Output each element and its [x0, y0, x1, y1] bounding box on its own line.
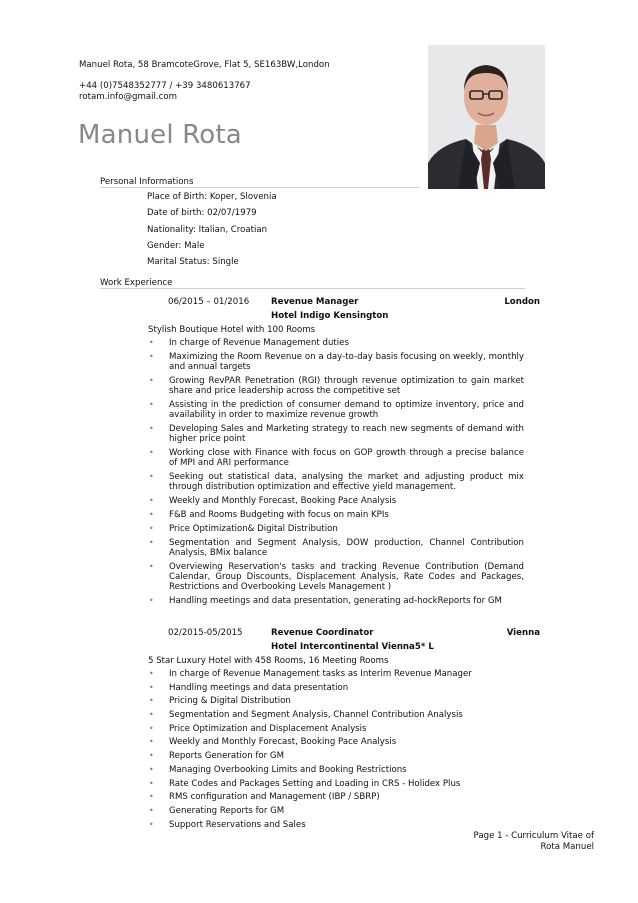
bullet-icon: •: [149, 737, 154, 747]
job-city: Vienna: [506, 628, 540, 638]
job-header: [168, 297, 540, 309]
bullet-icon: •: [149, 472, 154, 481]
list-item: • Generating Reports for GM: [149, 805, 285, 816]
address-line: Manuel Rota, 58 BramcoteGrove, Flat 5, SE163BW,London: [79, 60, 330, 70]
bullet-icon: •: [149, 682, 154, 692]
list-item: • Working close with Finance with focus on GOP growth through a precise balance of MPI and ARI performance: [149, 448, 524, 468]
list-item: • Overviewing Reservation's tasks and tracking Revenue Contribution (Demand Calendar, Group Discounts, Displacement Analysis, Rate Codes and Packages, Restrictions and Overbooking Levels Management ): [149, 562, 524, 592]
bullet-icon: •: [149, 696, 154, 706]
job-title: Revenue Coordinator: [271, 628, 374, 638]
list-item: • Handling meetings and data presentation, generating ad-hockReports for GM: [149, 596, 502, 606]
list-item: • Seeking out statistical data, analysing the market and adjusting product mix through distribution optimization and effective yield management.: [149, 472, 524, 492]
list-item: • Reports Generation for GM: [149, 751, 284, 762]
profile-photo: [428, 45, 545, 189]
job-dates: 06/2015 – 01/2016: [168, 297, 250, 307]
list-item: • Developing Sales and Marketing strategy to reach new segments of demand with higher price point: [149, 424, 524, 444]
bullet-icon: •: [149, 510, 154, 519]
list-item: • Assisting in the prediction of consumer demand to optimize inventory, price and availability in order to maximize revenue growth: [149, 400, 524, 420]
bullet-icon: •: [149, 352, 154, 361]
personal-info-heading: Personal Informations: [100, 177, 194, 187]
bullet-icon: •: [149, 424, 154, 433]
bullet-icon: •: [149, 723, 154, 733]
list-item: • Price Optimization and Displacement Analysis: [149, 723, 367, 734]
bullet-icon: •: [149, 669, 154, 678]
list-item: • Support Reservations and Sales: [149, 819, 306, 830]
bullet-icon: •: [149, 538, 154, 547]
bullet-icon: •: [149, 819, 154, 829]
list-item: • Growing RevPAR Penetration (RGI) through revenue optimization to gain market share and price leadership across the competitive set: [149, 376, 524, 396]
job-description: Stylish Boutique Hotel with 100 Rooms: [148, 325, 316, 335]
job-description: 5 Star Luxury Hotel with 458 Rooms, 16 Meeting Rooms: [148, 656, 389, 666]
gender-item: Gender: Male: [147, 240, 205, 251]
bullet-icon: •: [149, 778, 154, 788]
list-item: • In charge of Revenue Management duties: [149, 338, 349, 348]
job-dates: 02/2015-05/2015: [168, 628, 243, 638]
personal-info-list: [147, 192, 277, 273]
list-item: • Weekly and Monthly Forecast, Booking Pace Analysis: [149, 737, 397, 748]
list-item: • In charge of Revenue Management tasks as Interim Revenue Manager: [149, 669, 472, 679]
list-item: • Pricing & Digital Distribution: [149, 696, 291, 707]
bullet-icon: •: [149, 496, 154, 505]
list-item: • Maximizing the Room Revenue on a day-to-day basis focusing on weekly, monthly and annual targets: [149, 352, 524, 372]
list-item: • Rate Codes and Packages Setting and Loading in CRS - Holidex Plus: [149, 778, 461, 789]
list-item: • Handling meetings and data presentation: [149, 682, 349, 693]
job-duties-list: [148, 338, 524, 610]
job-city: London: [504, 297, 540, 307]
bullet-icon: •: [149, 596, 154, 605]
portrait-illustration: [428, 45, 545, 189]
bullet-icon: •: [149, 448, 154, 457]
nationality-item: Nationality: Italian, Croatian: [147, 224, 268, 235]
job-employer: Hotel Intercontinental Vienna5* L: [271, 642, 434, 652]
list-item: • RMS configuration and Management (IBP / SBRP): [149, 792, 380, 803]
footer-line-2: Rota Manuel: [540, 842, 594, 852]
job-header: [168, 628, 540, 640]
list-item: • Segmentation and Segment Analysis, Channel Contribution Analysis: [149, 710, 463, 721]
bullet-icon: •: [149, 562, 154, 571]
job-employer: Hotel Indigo Kensington: [271, 311, 389, 321]
page-footer: [474, 831, 594, 853]
bullet-icon: •: [149, 805, 154, 815]
job-title: Revenue Manager: [271, 297, 359, 307]
bullet-icon: •: [149, 524, 154, 533]
work-experience-heading: Work Experience: [100, 278, 173, 288]
marital-status-item: Marital Status: Single: [147, 257, 239, 268]
bullet-icon: •: [149, 376, 154, 385]
bullet-icon: •: [149, 710, 154, 720]
job-duties-list: [148, 669, 524, 833]
list-item: • Weekly and Monthly Forecast, Booking Pace Analysis: [149, 496, 397, 506]
birthdate-item: Date of birth: 02/07/1979: [147, 208, 257, 219]
bullet-icon: •: [149, 400, 154, 409]
candidate-name: Manuel Rota: [78, 120, 242, 150]
list-item: • F&B and Rooms Budgeting with focus on main KPIs: [149, 510, 389, 520]
phone-line: +44 (0)7548352777 / +39 3480613767: [79, 81, 251, 91]
bullet-icon: •: [149, 792, 154, 802]
personal-info-divider: [100, 187, 420, 188]
email-line: rotam.info@gmail.com: [79, 92, 178, 102]
contact-block: [79, 60, 330, 103]
bullet-icon: •: [149, 338, 154, 347]
bullet-icon: •: [149, 764, 154, 774]
birthplace-item: Place of Birth: Koper, Slovenia: [147, 192, 277, 202]
list-item: • Segmentation and Segment Analysis, DOW production, Channel Contribution Analysis, BMix balance: [149, 538, 524, 558]
list-item: • Managing Overbooking Limits and Booking Restrictions: [149, 764, 407, 775]
work-experience-divider: [100, 288, 525, 289]
bullet-icon: •: [149, 751, 154, 761]
footer-line-1: Page 1 - Curriculum Vitae of: [473, 831, 594, 841]
list-item: • Price Optimization& Digital Distribution: [149, 524, 338, 534]
